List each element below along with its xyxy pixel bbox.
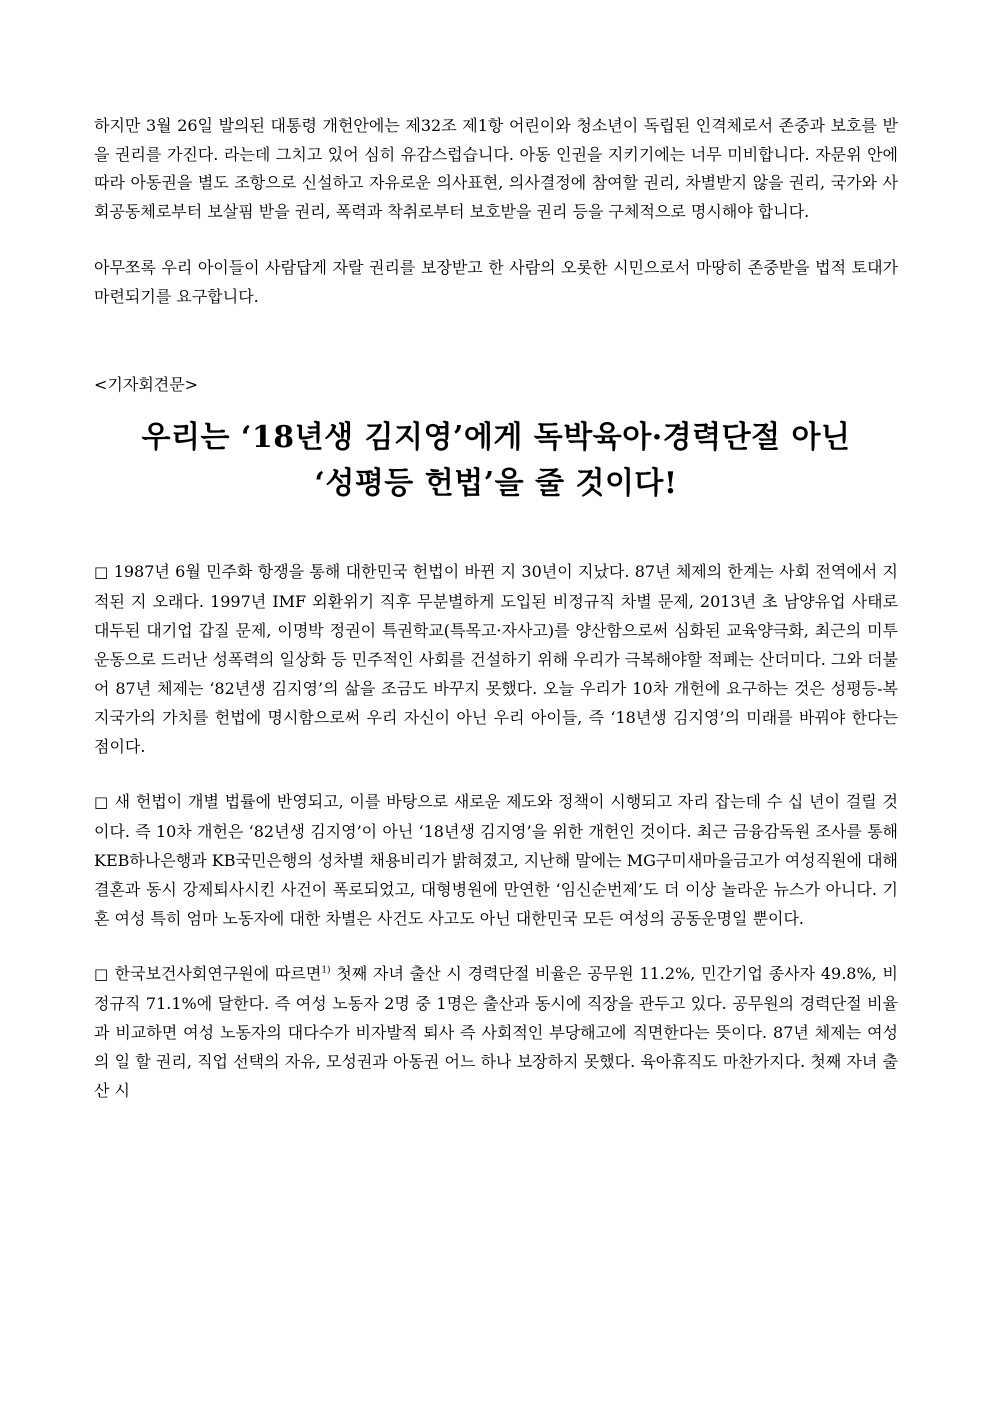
intro-paragraph-1: 하지만 3월 26일 발의된 대통령 개헌안에는 제32조 제1항 어린이와 청소년이 독립된 인격체로서 존중과 보호를 받을 권리를 가진다. 라는데 그치고 있어 심히 유감스럽습니다. 아동 인권을 지키기에는 너무 미비합니다. 자문위 안에 따라 아동권을 별도 조항으로 신설하고 자유로운 의사표현, 의사결정에 참여할 권리, 차별받지 않을 권리, 국가와 사회공동체로부터 보살핌 받을 권리, 폭력과 착취로부터 보호받을 권리 등을 구체적으로 명시해야 합니다. [94, 116, 898, 221]
body-paragraph-2-text: 새 헌법이 개별 법률에 반영되고, 이를 바탕으로 새로운 제도와 정책이 시행되고 자리 잡는데 수 십 년이 걸릴 것이다. 즉 10차 개헌은 ‘82년생 김지영’이 아닌 ‘18년생 김지영’을 위한 개헌인 것이다. 최근 금융감독원 조사를 통해 KEB하나은행과 KB국민은행의 성차별 채용비리가 밝혀졌고, 지난해 말에는 MG구미새마을금고가 여성직원에 대해 결혼과 동시 강제퇴사시킨 사건이 폭로되었고, 대형병원에 만연한 ‘임신순번제’도 더 이상 놀라운 뉴스가 아니다. 기혼 여성 특히 엄마 노동자에 대한 차별은 사건도 사고도 아닌 대한민국 모든 여성의 공동운명일 뿐이다. [94, 792, 898, 928]
headline-line-1: 우리는 ‘18년생 김지영’에게 독박육아·경력단절 아닌 [141, 420, 851, 455]
body-paragraph-1-text: 1987년 6월 민주화 항쟁을 통해 대한민국 헌법이 바뀐 지 30년이 지났다. 87년 체제의 한계는 사회 전역에서 지적된 지 오래다. 1997년 IMF 외환위기 직후 무분별하게 도입된 비정규직 차별 문제, 2013년 초 남양유업 사태로 대두된 대기업 갑질 문제, 이명박 정권이 특권학교(특목고·자사고)를 양산함으로써 심화된 교육양극화, 최근의 미투운동으로 드러난 성폭력의 일상화 등 민주적인 사회를 건설하기 위해 우리가 극복해야할 적폐는 산더미다. 그와 더불어 87년 체제는 ‘82년생 김지영’의 삶을 조금도 바꾸지 못했다. 오늘 우리가 10차 개헌에 요구하는 것은 성평등-복지국가의 가치를 헌법에 명시함으로써 우리 자신이 아닌 우리 아이들, 즉 ‘18년생 김지영’의 미래를 바꿔야 한다는 점이다. [94, 562, 898, 756]
body-paragraph-1 [94, 557, 898, 761]
checkbox-bullet-icon: □ [94, 965, 109, 983]
document-page [94, 112, 898, 1131]
section-label: <기자회견문> [94, 375, 199, 394]
body-paragraph-3-text-b: 첫째 자녀 출산 시 경력단절 비율은 공무원 11.2%, 민간기업 종사자 49.8%, 비정규직 71.1%에 달한다. 즉 여성 노동자 2명 중 1명은 출산과 동시에 직장을 관두고 있다. 공무원의 경력단절 비율과 비교하면 여성 노동자의 대다수가 비자발적 퇴사 즉 사회적인 부당해고에 직면한다는 뜻이다. 87년 체제는 여성의 일 할 권리, 직업 선택의 자유, 모성권과 아동권 어느 하나 보장하지 못했다. 육아휴직도 마찬가지다. 첫째 자녀 출산 시 [94, 964, 898, 1100]
intro-paragraph-2: 아무쪼록 우리 아이들이 사람답게 자랄 권리를 보장받고 한 사람의 오롯한 시민으로서 마땅히 존중받을 법적 토대가 마련되기를 요구합니다. [94, 258, 898, 306]
checkbox-bullet-icon: □ [94, 563, 109, 581]
press-release-headline [84, 415, 908, 507]
checkbox-bullet-icon: □ [94, 793, 109, 811]
body-paragraph-2 [94, 787, 898, 933]
body-paragraph-3 [94, 959, 898, 1105]
body-paragraph-3-text-a: 한국보건사회연구원에 따르면 [108, 964, 322, 983]
headline-line-2: ‘성평등 헌법’을 줄 것이다! [314, 466, 678, 501]
footnote-reference: 1) [321, 965, 331, 976]
